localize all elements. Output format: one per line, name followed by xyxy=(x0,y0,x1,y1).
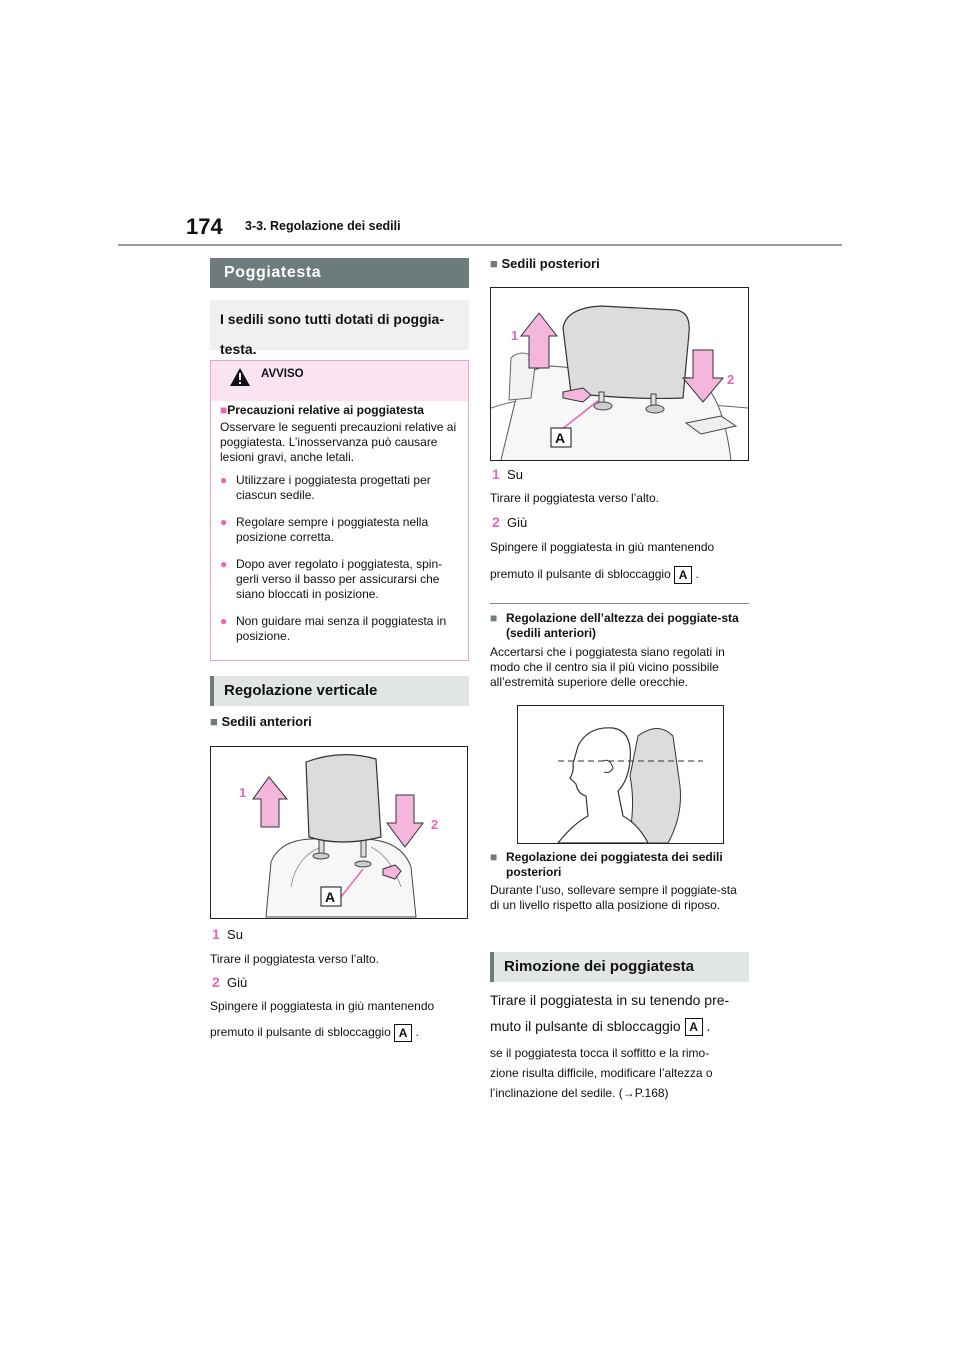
circle-bullet-icon: ● xyxy=(220,473,228,487)
fig-label-a: A xyxy=(555,430,566,446)
removal-line-1: Tirare il poggiatesta in su tenendo pre- xyxy=(490,992,730,1008)
square-bullet-icon: ■ xyxy=(490,611,498,625)
header-rule xyxy=(118,244,842,246)
rear-step-2-desc: Spingere il poggiatesta in giù mantenendo xyxy=(490,540,715,554)
rear-seats-title: ■ Sedili posteriori xyxy=(490,256,600,271)
rear-headrest-figure xyxy=(490,287,749,461)
page-number: 174 xyxy=(186,214,223,239)
button-a-tag: A xyxy=(674,566,692,584)
front-headrest-figure xyxy=(210,746,468,919)
note-line-2: zione risulta difficile, modificare l’altezza o xyxy=(490,1066,713,1080)
rear-step-1-desc: Tirare il poggiatesta verso l’alto. xyxy=(490,491,659,505)
square-bullet-icon: ■ xyxy=(490,256,498,271)
square-bullet-icon: ■ xyxy=(210,714,218,729)
fig-label-1: 1 xyxy=(239,785,247,800)
front-step-2-desc2: premuto il pulsante di sbloccaggio A . xyxy=(210,1025,419,1040)
rear-step-2: 2 Giù xyxy=(492,514,528,530)
section-title-poggiatesta: Poggiatesta xyxy=(210,258,469,288)
rear-step-1: 1 Su xyxy=(492,466,523,482)
circle-bullet-icon: ● xyxy=(220,515,228,529)
front-headrest-illustration xyxy=(211,747,467,918)
warning-triangle-icon xyxy=(229,367,251,387)
divider xyxy=(490,603,749,604)
warning-title: AVVISO xyxy=(261,368,304,380)
height-adjust-title: ■ Regolazione dell’altezza dei poggiate-sta (sedili anteriori) xyxy=(490,611,739,640)
warning-bullet-2: ● Regolare sempre i poggiatesta nella posizione corretta. xyxy=(220,515,429,544)
front-step-1-desc: Tirare il poggiatesta verso l’alto. xyxy=(210,952,379,966)
note-line-3: l’inclinazione del sedile. (→P.168) xyxy=(490,1086,669,1100)
section-title-vertical: Regolazione verticale xyxy=(210,676,469,706)
front-step-1: 1 Su xyxy=(212,926,243,942)
chapter-title: 3-3. Regolazione dei sedili xyxy=(245,219,401,233)
front-step-2-desc: Spingere il poggiatesta in giù mantenendo xyxy=(210,999,435,1013)
rear-adjust-title: ■ Regolazione dei poggiatesta dei sedili posteriori xyxy=(490,850,723,879)
fig-label-2: 2 xyxy=(431,817,439,832)
rear-adjust-text: Durante l’uso, sollevare sempre il poggiate-sta di un livello rispetto alla posizione di riposo. xyxy=(490,883,737,912)
removal-line-2: muto il pulsante di sbloccaggio A . xyxy=(490,1018,711,1035)
square-bullet-icon: ■ xyxy=(490,850,498,864)
button-a-tag: A xyxy=(685,1018,703,1036)
square-bullet-icon: ■ xyxy=(220,403,228,417)
fig-label-1: 1 xyxy=(511,328,519,343)
button-a-tag: A xyxy=(394,1024,412,1042)
circle-bullet-icon: ● xyxy=(220,557,228,571)
front-step-2: 2 Giù xyxy=(212,974,248,990)
rear-step-2-desc2: premuto il pulsante di sbloccaggio A . xyxy=(490,567,699,582)
warning-header xyxy=(211,361,468,401)
front-seats-title: ■ Sedili anteriori xyxy=(210,714,312,729)
height-adjust-text: Accertarsi che i poggiatesta siano regolati in modo che il centro sia il più vicino possibile all’estremità superiore delle orecchie. xyxy=(490,645,725,689)
warning-bullet-3: ● Dopo aver regolato i poggiatesta, spin-gerli verso il basso per assicurarsi che siano bloccati in posizione. xyxy=(220,557,443,601)
head-position-figure xyxy=(517,705,724,844)
note-line-1: se il poggiatesta tocca il soffitto e la rimo- xyxy=(490,1046,710,1060)
warning-paragraph: Osservare le seguenti precauzioni relative ai poggiatesta. L’inosservanza può causare lesioni gravi, anche letali. xyxy=(220,420,457,464)
warning-box xyxy=(210,360,469,661)
head-position-illustration xyxy=(518,706,723,843)
section-title-removal: Rimozione dei poggiatesta xyxy=(490,952,749,982)
warning-heading: ■Precauzioni relative ai poggiatesta xyxy=(220,403,424,417)
intro-box: I sedili sono tutti dotati di poggia-testa. xyxy=(210,300,469,350)
warning-bullet-4: ● Non guidare mai senza il poggiatesta in posizione. xyxy=(220,614,447,643)
warning-bullet-1: ● Utilizzare i poggiatesta progettati per ciascun sedile. xyxy=(220,473,431,502)
circle-bullet-icon: ● xyxy=(220,614,228,628)
rear-headrest-illustration xyxy=(491,288,748,460)
fig-label-a: A xyxy=(325,889,336,905)
fig-label-2: 2 xyxy=(727,372,735,387)
